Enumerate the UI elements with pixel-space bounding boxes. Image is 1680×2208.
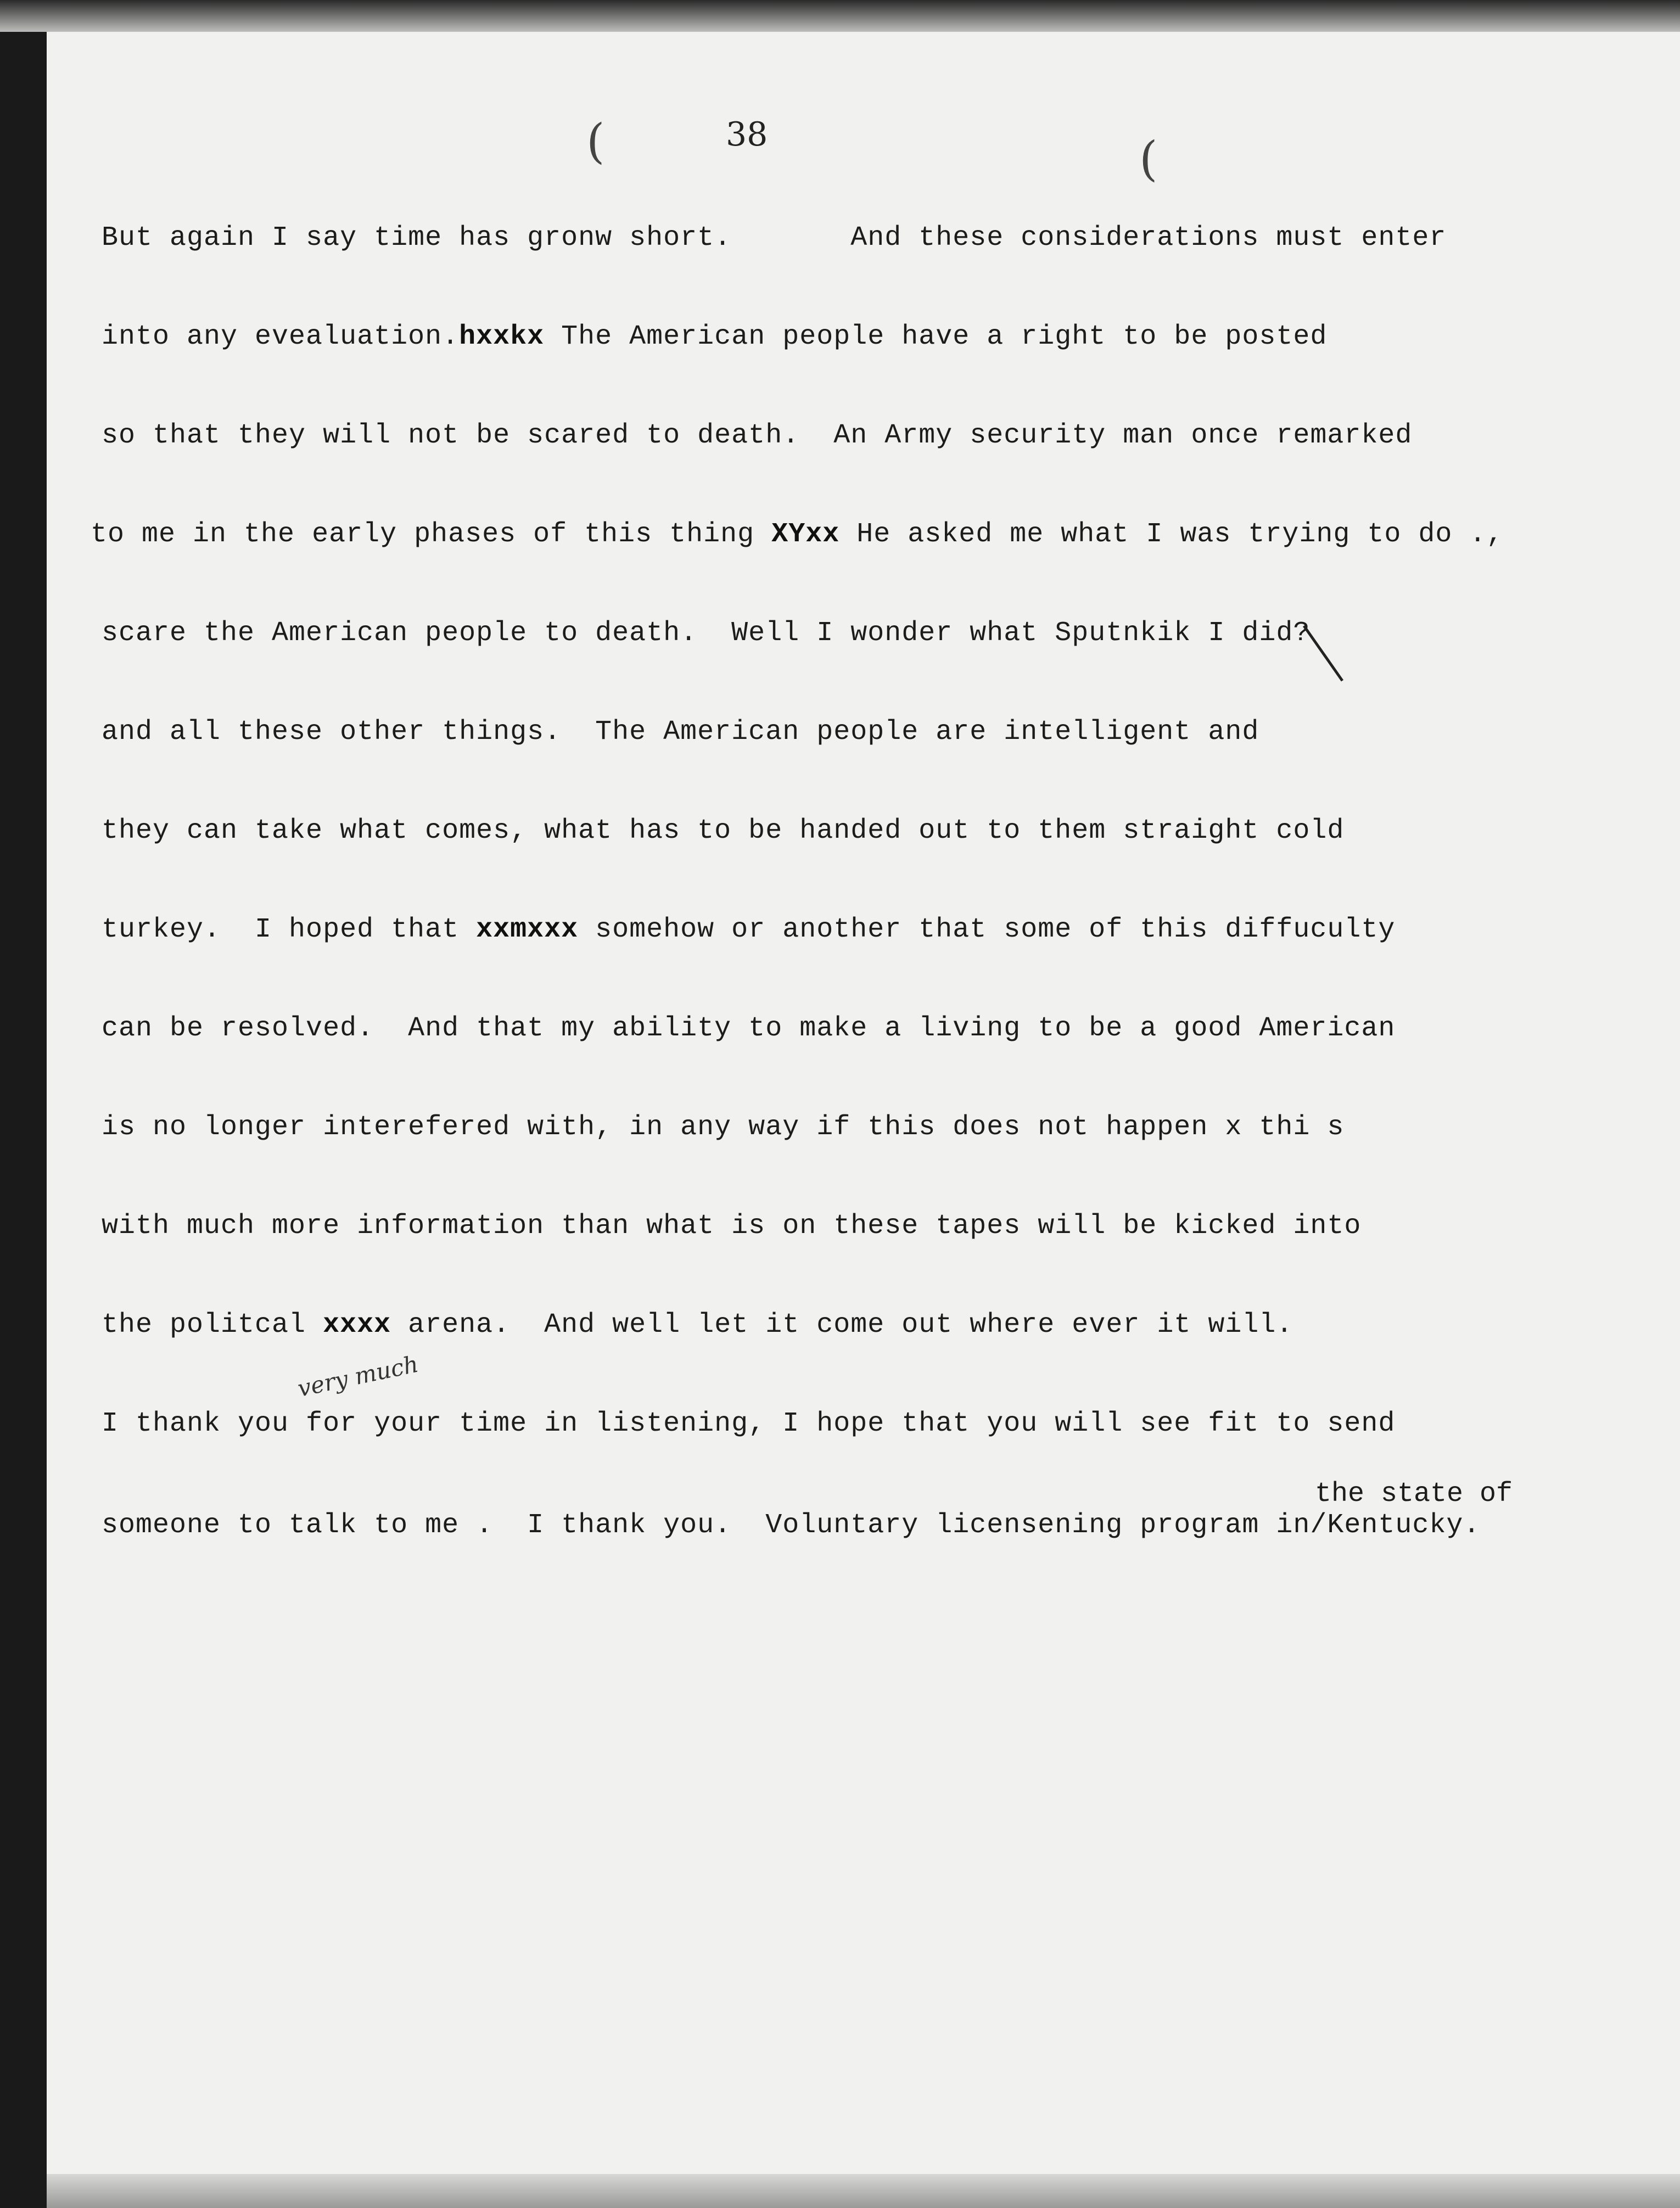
text-line-2-end: The American people have a right to be posted [544, 321, 1328, 352]
strikeout-text: hxxkx [459, 321, 545, 352]
text-line-13: I thank you for your time in listening, I hope that you will see fit to send [102, 1408, 1396, 1439]
text-line-8-start: turkey. I hoped that [102, 914, 477, 945]
text-line-9: can be resolved. And that my ability to make a living to be a good American [102, 1013, 1396, 1044]
left-punch-mark: ( [586, 114, 605, 169]
scan-top-edge [0, 0, 1680, 32]
page-number: 38 [726, 115, 768, 154]
scan-bottom-edge [47, 2174, 1680, 2208]
strikeout-text: xxmxxx [476, 914, 579, 945]
text-line-3: so that they will not be scared to death. An Army security man once remarked [102, 420, 1413, 451]
typed-insertion: the state of [1315, 1478, 1513, 1510]
handwritten-insertion: very much [295, 1350, 421, 1402]
text-line-4-end: He asked me what I was trying to do ., [839, 519, 1504, 550]
text-line-6: and all these other things. The American people are intelligent and [102, 716, 1259, 748]
handwritten-slash-mark [1301, 620, 1345, 686]
text-line-12-start: the politcal [102, 1309, 323, 1341]
text-line-7: they can take what comes, what has to be handed out to them straight cold [102, 815, 1345, 847]
text-line-1: But again I say time has gronw short. And these considerations must enter [102, 222, 1447, 254]
text-line-12-end: arena. And well let it come out where ever it will. [391, 1309, 1293, 1341]
text-line-11: with much more information than what is on these tapes will be kicked into [102, 1211, 1362, 1242]
strikeout-text: xxxx [323, 1309, 391, 1341]
text-line-12 [102, 1309, 1293, 1341]
text-line-8 [102, 914, 1395, 945]
text-line-4-start: to me in the early phases of this thing [91, 519, 772, 550]
right-punch-mark: ( [1139, 132, 1158, 187]
text-line-2-start: into any evealuation. [102, 321, 460, 352]
text-line-2 [102, 321, 1327, 352]
text-line-4 [91, 519, 1503, 550]
text-line-5: scare the American people to death. Well I wonder what Sputnkik I did? [102, 618, 1311, 649]
text-line-14: someone to talk to me . I thank you. Voluntary licensening program in/Kentucky. [102, 1510, 1481, 1541]
strikeout-text: XYxx [771, 519, 840, 550]
text-line-10: is no longer interefered with, in any way if this does not happen x thi s [102, 1112, 1345, 1143]
text-line-8-end: somehow or another that some of this diffuculty [578, 914, 1396, 945]
